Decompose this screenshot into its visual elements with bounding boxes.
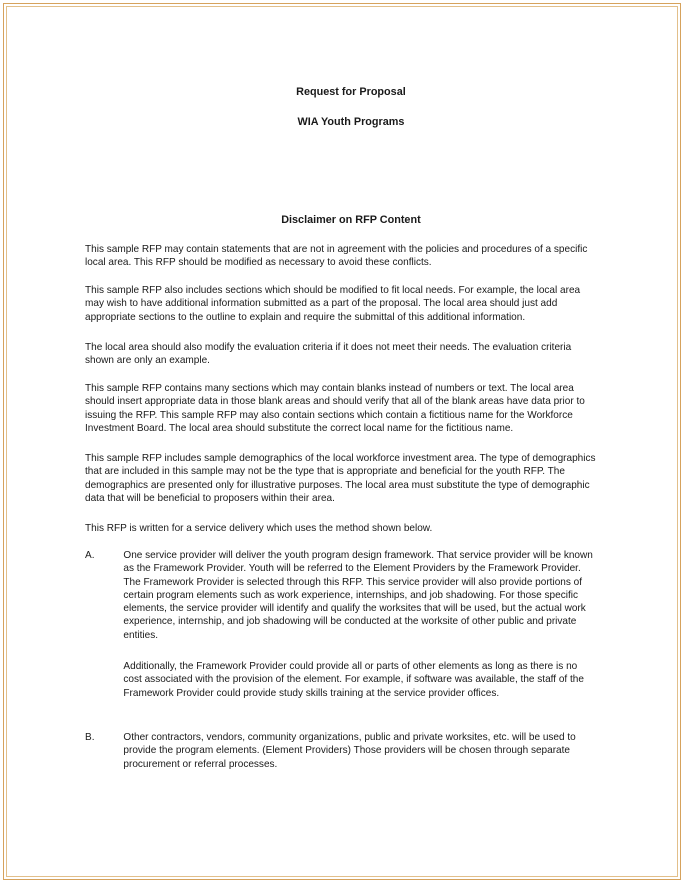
paragraph-3: The local area should also modify the evaluation criteria if it does not meet their needs. The evaluation criteria shown are only an example. [85, 342, 572, 367]
list-marker: A. [85, 550, 95, 561]
paragraph-5: This sample RFP includes sample demographics of the local workforce investment area. The type of demographics that are included in this sample may not be the type that is appropriate and beneficial for the youth RFP. The demographics are presented only for illustrative purposes. The local area must substitute the type of demographic data that will be beneficial to proposers within their area. [85, 453, 596, 504]
paragraph-2: This sample RFP also includes sections which should be modified to fit local needs. For example, the local area may wish to have additional information submitted as a part of the proposal. The local area should just add appropriate sections to the outline to explain and require the submittal of this additional information. [85, 285, 581, 323]
list-item-text: One service provider will deliver the youth program design framework. That service provider will be known as the Framework Provider. Youth will be referred to the Element Providers by the Framework Provider. The Framework Provider is selected through this RFP. This service provider will also provide portions of certain program elements such as work experience, internships, and job shadowing. For those specific elements, the service provider will identify and qualify the worksites that will be used, but the actual work experience, internship, and job shadowing will be conducted at the worksite of other public and private entities. [123, 550, 593, 641]
list-item-text: Other contractors, vendors, community organizations, public and private worksites, etc. will be used to provide the program elements. (Element Providers) Those providers will be chosen through separate procurement or referral processes. [123, 732, 576, 770]
paragraph-1: This sample RFP may contain statements that are not in agreement with the policies and procedures of a specific local area. This RFP should be modified as necessary to avoid these conflicts. [85, 244, 588, 269]
paragraph-6: This RFP is written for a service delivery which uses the method shown below. [85, 523, 433, 534]
document-title: Request for Proposal [296, 86, 406, 98]
list-marker: B. [85, 732, 95, 743]
document-subtitle: WIA Youth Programs [297, 116, 405, 128]
paragraph-4: This sample RFP contains many sections which may contain blanks instead of numbers or text. The local area should insert appropriate data in those blank areas and should verify that all of the blank areas have data prior to issuing the RFP. This sample RFP may also contain sections which contain a fictitious name for the Workforce Investment Board. The local area should substitute the correct local name for the fictitious name. [85, 383, 585, 434]
list-item-continuation: Additionally, the Framework Provider could provide all or parts of other elements as long as there is no cost associated with the provision of the element. For example, if software was available, the staff of the Framework Provider could provide study skills training at the service provider offices. [123, 661, 584, 699]
section-heading: Disclaimer on RFP Content [281, 214, 421, 226]
